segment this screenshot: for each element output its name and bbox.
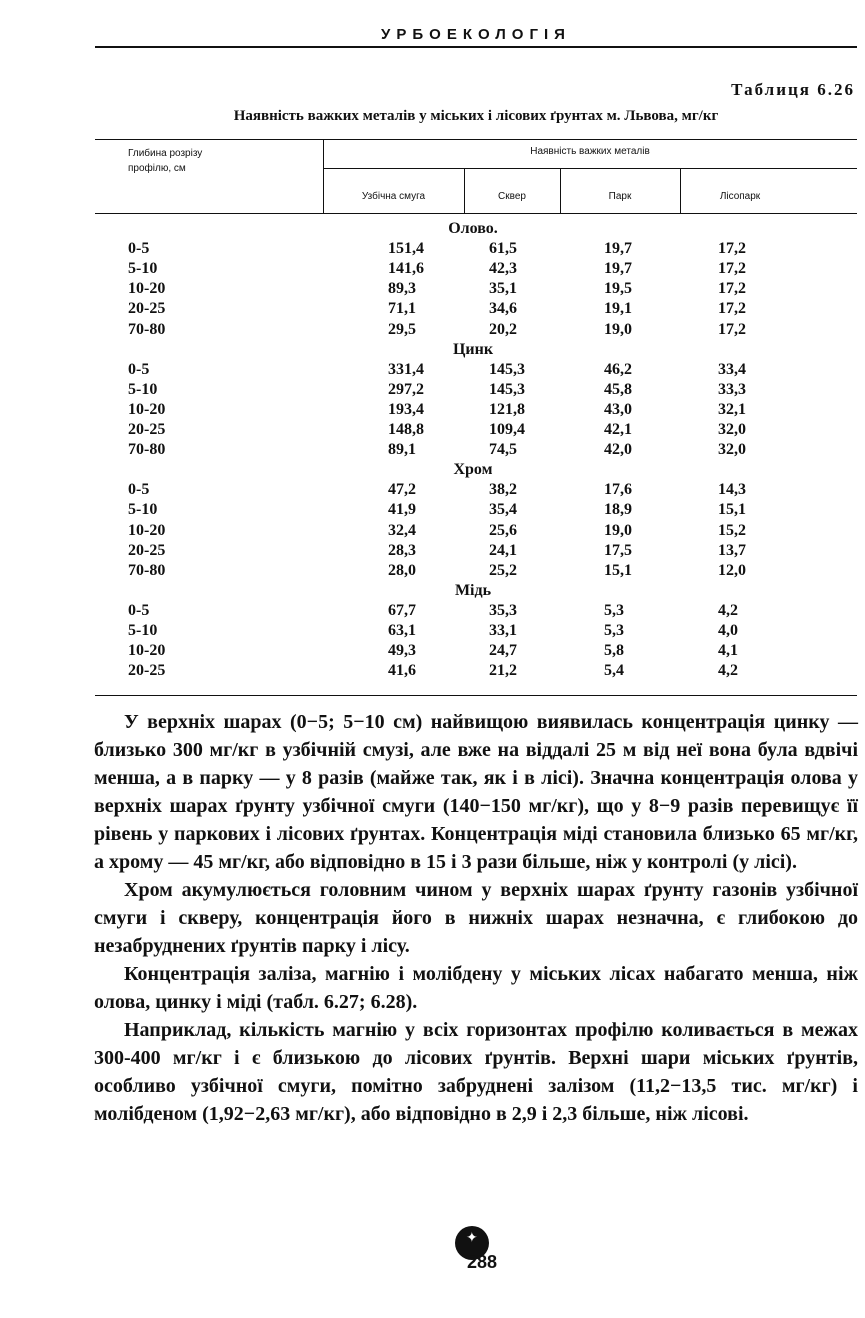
- value-cell: 42,0: [604, 441, 632, 459]
- value-cell: 35,1: [489, 280, 517, 298]
- value-cell: 17,5: [604, 541, 632, 559]
- value-cell: 15,1: [718, 501, 746, 519]
- value-cell: 17,6: [604, 481, 632, 499]
- value-cell: 17,2: [718, 240, 746, 258]
- depth-cell: 0-5: [128, 240, 150, 258]
- value-cell: 297,2: [388, 380, 424, 398]
- value-cell: 67,7: [388, 601, 416, 619]
- depth-cell: 5-10: [128, 380, 158, 398]
- value-cell: 18,9: [604, 501, 632, 519]
- column-header-forest-park: Лісопарк: [719, 191, 761, 202]
- metal-group-heading: Олово.: [448, 220, 498, 237]
- value-cell: 121,8: [489, 400, 525, 418]
- header-bottom-rule: [95, 213, 857, 214]
- depth-cell: 20-25: [128, 300, 166, 318]
- value-cell: 151,4: [388, 240, 424, 258]
- value-cell: 28,3: [388, 541, 416, 559]
- running-head: УРБОЕКОЛОГІЯ: [381, 26, 571, 43]
- value-cell: 24,7: [489, 642, 517, 660]
- depth-cell: 70-80: [128, 441, 166, 459]
- metals-group-header: Наявність важких металів: [530, 146, 650, 157]
- value-cell: 4,0: [718, 622, 738, 639]
- value-cell: 17,2: [718, 300, 746, 318]
- depth-cell: 5-10: [128, 622, 158, 639]
- value-cell: 15,1: [604, 561, 632, 579]
- value-cell: 21,2: [489, 662, 517, 680]
- value-cell: 43,0: [604, 400, 632, 418]
- value-cell: 14,3: [718, 481, 746, 499]
- depth-cell: 10-20: [128, 400, 166, 418]
- value-cell: 17,2: [718, 320, 746, 338]
- paragraph: Концентрація заліза, магнію і молібдену у міських лісах набагато менша, ніж олова, цинку і міді (табл. 6.27; 6.28).: [94, 963, 858, 1013]
- value-cell: 32,0: [718, 441, 746, 459]
- value-cell: 145,3: [489, 380, 525, 398]
- depth-cell: 70-80: [128, 320, 166, 338]
- column-header-roadside: Узбічна смуга: [361, 191, 426, 202]
- value-cell: 17,2: [718, 260, 746, 278]
- depth-cell: 20-25: [128, 662, 166, 680]
- metal-group-heading: Мідь: [454, 581, 492, 599]
- value-cell: 5,4: [604, 662, 624, 680]
- table-bottom-rule: [95, 695, 857, 696]
- value-cell: 32,4: [388, 521, 416, 539]
- value-cell: 25,6: [489, 521, 517, 539]
- paragraph: У верхніх шарах (0−5; 5−10 см) найвищою виявилась концентрація цинку — близько 300 мг/кг в узбічній смузі, але вже на віддалі 25 м від неї вона була вдвічі менша, а в парку — у 8 разів (майже так, як і в лісі). Значна концентрація олова у верхніх шарах ґрунту узбічної смуги (140−150 мг/кг), що у 8−9 разів перевищує її рівень у паркових і лісових ґрунтах. Концентрація міді становила близько 65 мг/кг, а хрому — 45 мг/кг, або відповідно в 15 і 3 рази більше, ніж у контролі (у лісі).: [94, 711, 858, 873]
- paragraph: Наприклад, кількість магнію у всіх горизонтах профілю коливається в межах 300-400 мг/кг і є близькою до лісових ґрунтів. Верхні шари міських ґрунтів, особливо узбічної смуги, помітно забруднені залізом (11,2−13,5 тис. мг/кг) і молібденом (1,92−2,63 мг/кг), або відповідно в 2,9 і 2,3 більше, ніж лісові.: [94, 1019, 858, 1125]
- value-cell: 148,8: [388, 421, 424, 438]
- table-label: Таблиця 6.26: [731, 80, 855, 99]
- value-cell: 45,8: [604, 380, 632, 398]
- value-cell: 13,7: [718, 541, 746, 559]
- value-cell: 28,0: [388, 561, 416, 579]
- value-cell: 4,2: [718, 601, 738, 619]
- value-cell: 331,4: [388, 360, 424, 378]
- value-cell: 33,3: [718, 380, 746, 398]
- value-cell: 34,6: [489, 300, 517, 318]
- value-cell: 74,5: [489, 441, 517, 459]
- depth-cell: 20-25: [128, 541, 166, 559]
- depth-column-header: Глибина розрізу профілю, см: [128, 148, 203, 174]
- star-icon: ✦: [466, 1231, 478, 1246]
- value-cell: 89,3: [388, 280, 416, 298]
- value-cell: 71,1: [388, 300, 416, 318]
- value-cell: 89,1: [388, 441, 416, 459]
- depth-cell: 10-20: [128, 642, 166, 660]
- value-cell: 33,4: [718, 360, 746, 378]
- depth-cell: 10-20: [128, 521, 166, 539]
- value-cell: 19,1: [604, 300, 632, 318]
- value-cell: 141,6: [388, 260, 424, 278]
- value-cell: 19,7: [604, 260, 632, 278]
- value-cell: 63,1: [388, 622, 416, 639]
- depth-cell: 5-10: [128, 501, 158, 519]
- value-cell: 29,5: [388, 320, 416, 338]
- depth-cell: 20-25: [128, 421, 166, 438]
- body-text: [94, 708, 858, 1128]
- value-cell: 20,2: [489, 320, 517, 338]
- value-cell: 41,9: [388, 501, 416, 519]
- header-rule: [95, 46, 857, 48]
- table-title: Наявність важких металів у міських і лісових ґрунтах м. Львова, мг/кг: [233, 108, 719, 124]
- value-cell: 5,3: [604, 601, 624, 619]
- table-top-rule: [95, 139, 857, 140]
- depth-cell: 0-5: [128, 481, 150, 499]
- value-cell: 42,3: [489, 260, 517, 278]
- value-cell: 19,5: [604, 280, 632, 298]
- value-cell: 49,3: [388, 642, 416, 660]
- depth-cell: 10-20: [128, 280, 166, 298]
- page-number: 288: [466, 1252, 498, 1272]
- value-cell: 24,1: [489, 541, 517, 559]
- group-header-rule: [323, 168, 857, 169]
- value-cell: 25,2: [489, 561, 517, 579]
- depth-cell: 70-80: [128, 561, 166, 579]
- value-cell: 38,2: [489, 481, 517, 499]
- value-cell: 145,3: [489, 360, 525, 378]
- value-cell: 5,3: [604, 622, 624, 639]
- value-cell: 61,5: [489, 240, 517, 258]
- value-cell: 32,1: [718, 400, 746, 418]
- value-cell: 46,2: [604, 360, 632, 378]
- value-cell: 5,8: [604, 642, 624, 660]
- value-cell: 41,6: [388, 662, 416, 680]
- metal-group-heading: Хром: [453, 461, 493, 479]
- value-cell: 193,4: [388, 400, 424, 418]
- metal-group-heading: Цинк: [452, 340, 494, 358]
- value-cell: 15,2: [718, 521, 746, 539]
- value-cell: 4,2: [718, 662, 738, 680]
- depth-cell: 5-10: [128, 260, 158, 278]
- column-header-square: Сквер: [498, 191, 526, 202]
- value-cell: 4,1: [718, 642, 738, 660]
- value-cell: 35,3: [489, 601, 517, 619]
- value-cell: 19,7: [604, 240, 632, 258]
- value-cell: 19,0: [604, 521, 632, 539]
- value-cell: 42,1: [604, 421, 632, 438]
- value-cell: 12,0: [718, 561, 746, 579]
- paragraph: Хром акумулюється головним чином у верхніх шарах ґрунту газонів узбічної смуги і скверу, концентрація його в нижніх шарах незначна, є глибокою до незабруднених ґрунтів парку і лісу.: [94, 879, 858, 957]
- value-cell: 47,2: [388, 481, 416, 499]
- column-header-park: Парк: [608, 191, 632, 202]
- value-cell: 109,4: [489, 421, 525, 438]
- depth-cell: 0-5: [128, 601, 150, 619]
- value-cell: 19,0: [604, 320, 632, 338]
- value-cell: 32,0: [718, 421, 746, 438]
- value-cell: 33,1: [489, 622, 517, 639]
- value-cell: 17,2: [718, 280, 746, 298]
- depth-cell: 0-5: [128, 360, 150, 378]
- value-cell: 35,4: [489, 501, 517, 519]
